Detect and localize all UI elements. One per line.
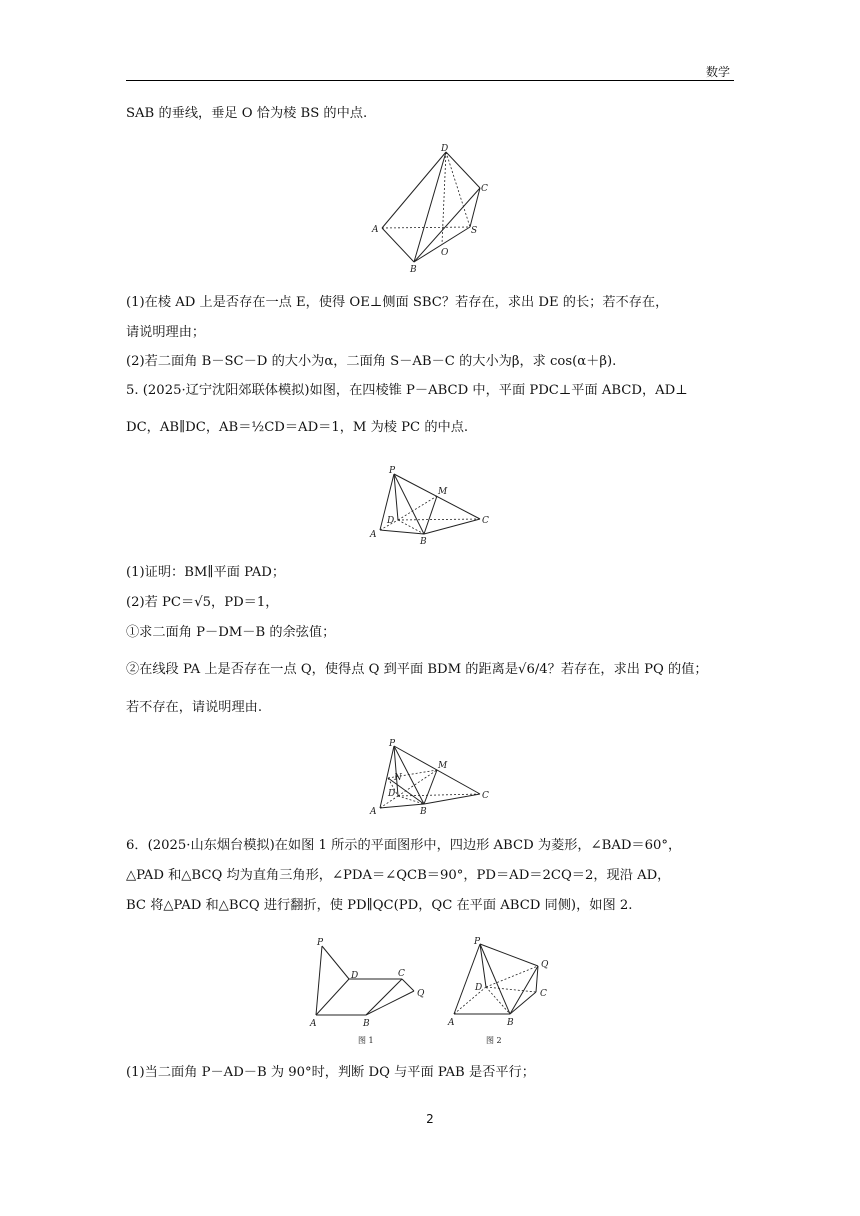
text-line-1: SAB 的垂线，垂足 O 恰为棱 BS 的中点. xyxy=(126,106,368,121)
text-line-14: BC 将△PAD 和△BCQ 进行翻折，使 PD∥QC(PD，QC 在平面 ABCD 同侧)，如图 2. xyxy=(126,898,633,913)
figure-pyramid-with-n xyxy=(368,738,498,818)
fig4-caption: 图 1 xyxy=(358,1036,374,1045)
text-line-12: 6．(2025·山东烟台模拟)在如图 1 所示的平面图形中，四边形 ABCD 为菱形，∠BAD＝60°， xyxy=(126,838,682,853)
text-line-7: (1)证明：BM∥平面 PAD； xyxy=(126,565,286,580)
fig1-label-S: S xyxy=(471,226,478,236)
fig1-label-B: B xyxy=(410,265,417,275)
fig5-label-B: B xyxy=(507,1018,514,1028)
fig5-label-Q: Q xyxy=(541,960,549,970)
fig5-label-P: P xyxy=(474,937,481,947)
fig4-label-B: B xyxy=(363,1019,370,1029)
fig2-label-M: M xyxy=(438,487,448,497)
figure-folded-solid xyxy=(446,934,560,1046)
fig2-label-D: D xyxy=(387,516,395,526)
text-line-13: △PAD 和△BCQ 均为直角三角形，∠PDA＝∠QCB＝90°，PD＝AD＝2CQ＝2，现沿 AD， xyxy=(126,868,671,883)
fig1-label-D: D xyxy=(441,144,449,154)
fig4-label-C: C xyxy=(398,969,405,979)
figure-planar-rhombus xyxy=(306,934,430,1046)
text-line-5: 5. (2025·辽宁沈阳郊联体模拟)如图，在四棱锥 P－ABCD 中，平面 PDC⊥平面 ABCD，AD⊥ xyxy=(126,383,688,398)
fig5-label-C: C xyxy=(540,989,547,999)
page-number: 2 xyxy=(426,1112,434,1126)
header-rule xyxy=(126,80,734,81)
fig5-label-A: A xyxy=(448,1018,455,1028)
fig4-label-P: P xyxy=(317,938,324,948)
fig2-label-A: A xyxy=(370,530,377,540)
fig3-label-P: P xyxy=(389,739,396,749)
text-line-10: ②在线段 PA 上是否存在一点 Q，使得点 Q 到平面 BDM 的距离是√6/4？若存在，求出 PQ 的值； xyxy=(126,662,708,677)
text-line-4: (2)若二面角 B－SC－D 的大小为α，二面角 S－AB－C 的大小为β，求 cos(α＋β). xyxy=(126,354,617,369)
text-line-2: (1)在棱 AD 上是否存在一点 E，使得 OE⊥侧面 SBC？若存在，求出 DE 的长；若不存在， xyxy=(126,295,669,310)
text-line-15: (1)当二面角 P－AD－B 为 90°时，判断 DQ 与平面 PAB 是否平行； xyxy=(126,1065,535,1080)
text-line-3: 请说明理由； xyxy=(126,325,206,340)
text-line-9: ①求二面角 P－DM－B 的余弦值； xyxy=(126,625,336,640)
fig2-label-C: C xyxy=(482,516,489,526)
fig3-label-D: D xyxy=(388,789,396,799)
fig4-label-D: D xyxy=(351,971,359,981)
fig3-label-A: A xyxy=(370,807,377,817)
header-subject: 数学 xyxy=(706,65,731,79)
fig3-label-M: M xyxy=(438,761,448,771)
fig1-label-O: O xyxy=(441,248,449,258)
fig1-label-A: A xyxy=(372,225,379,235)
fig2-label-B: B xyxy=(420,537,427,547)
fig5-label-D: D xyxy=(475,983,483,993)
figure-pyramid-sabcd xyxy=(370,140,500,275)
text-line-6: DC，AB∥DC，AB＝½CD＝AD＝1，M 为棱 PC 的中点. xyxy=(126,420,469,435)
figure-pyramid-pabcd xyxy=(368,464,498,548)
fig3-label-C: C xyxy=(482,791,489,801)
fig3-label-B: B xyxy=(420,807,427,817)
fig4-label-Q: Q xyxy=(417,989,425,999)
fig3-label-N: N xyxy=(394,773,402,783)
text-line-11: 若不存在，请说明理由. xyxy=(126,700,263,715)
fig5-caption: 图 2 xyxy=(486,1036,502,1045)
fig4-label-A: A xyxy=(310,1019,317,1029)
fig2-label-P: P xyxy=(389,466,396,476)
fig1-label-C: C xyxy=(481,184,488,194)
text-line-8: (2)若 PC＝√5，PD＝1， xyxy=(126,595,279,610)
